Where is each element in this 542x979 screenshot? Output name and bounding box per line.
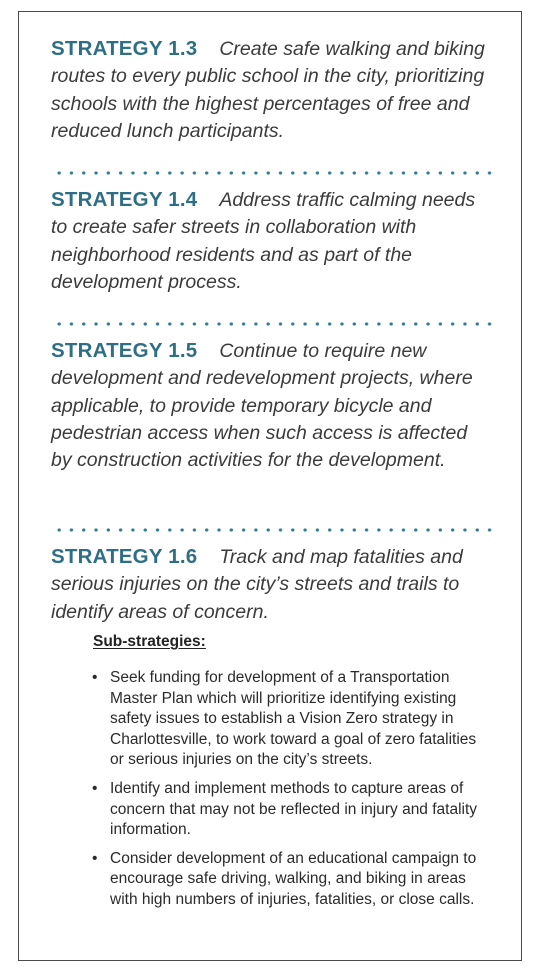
strategy-1-3: [51, 35, 491, 145]
strategy-label: STRATEGY 1.6: [51, 545, 198, 568]
list-item: [92, 668, 492, 771]
bullet-icon: •: [92, 779, 98, 797]
bullet-icon: •: [92, 669, 98, 686]
list-item-text: Consider development of an educational campaign to encourage safe driving, walking, and biking in areas with high numbers of injuries, fatalities, or close calls.: [110, 849, 477, 908]
list-item-text: Seek funding for development of a Transportation Master Plan which will prioritize identifying existing safety issues to establish a Vision Zero strategy in Charlottesville, to work toward a goal of zero fatalities or serious injuries on the city’s streets.: [110, 669, 477, 769]
sub-strategies-list: [92, 668, 492, 919]
strategy-body: [51, 186, 491, 296]
list-item: [92, 779, 492, 841]
list-item-text: Identify and implement methods to capture areas of concern that may not be reflected in injury and fatality information.: [110, 779, 478, 839]
strategy-description: Track and map fatalities and serious injuries on the city’s streets and trails to identify areas of concern.: [51, 546, 463, 623]
strategy-body: [51, 35, 491, 145]
strategy-body: [51, 543, 491, 626]
strategy-description: Address traffic calming needs to create safer streets in collaboration with neighborhood residents and as part of the development process.: [51, 189, 476, 293]
strategy-description: Create safe walking and biking routes to every public school in the city, prioritizing schools with the highest percentages of free and reduced lunch participants.: [51, 38, 485, 142]
strategy-1-4: [51, 186, 491, 296]
strategy-1-5: [51, 337, 491, 474]
dotted-divider: [53, 322, 494, 326]
strategy-label: STRATEGY 1.5: [51, 339, 198, 362]
strategy-1-6: [51, 543, 491, 626]
list-item: [92, 849, 492, 911]
dotted-divider: [53, 171, 494, 175]
strategy-label: STRATEGY 1.4: [51, 188, 198, 211]
strategy-body: [51, 337, 491, 474]
bullet-icon: •: [92, 849, 98, 867]
dotted-divider: [53, 528, 494, 532]
strategy-description: Continue to require new development and redevelopment projects, where applicable, to provide temporary bicycle and pedestrian access when such access is affected by construction activities for the development.: [51, 340, 473, 472]
sub-strategies-heading: Sub-strategies:: [93, 633, 206, 650]
strategy-label: STRATEGY 1.3: [51, 37, 198, 60]
